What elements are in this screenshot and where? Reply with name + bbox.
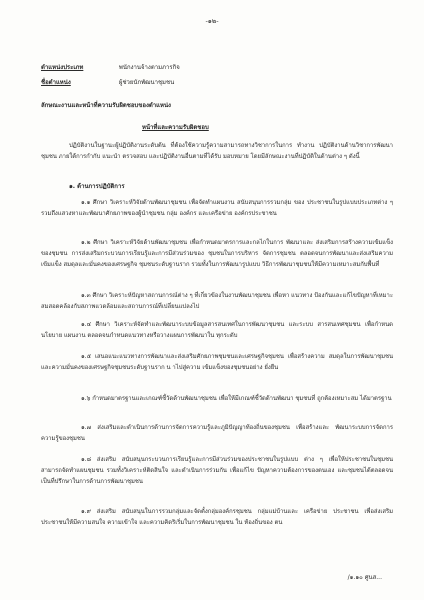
duty-item: ๑.๗ ส่งเสริมและดำเนินการด้านการจัดการความรู้และภูมิปัญญาท้องถิ่นของชุมชน เพื่อสร้างและ พัฒนาระบบการจัดการความรู้ของชุมชน bbox=[41, 425, 393, 442]
position-name-row bbox=[41, 77, 174, 87]
duty-item: ๑.๑ ศึกษา วิเคราะห์วิจัยด้านพัฒนาชุมชน เพื่อจัดทำแผนงาน สนับสนุนการรวมกลุ่ม ของ ประชาชนในรูปแบบประเภทต่าง ๆ รวมถึงแสวงหาและพัฒนาศักยภาพของผู้นำชุมชน กลุ่ม องค์กร และเครือข่าย องค์กรประชาชน bbox=[41, 200, 393, 217]
position-type-label: ตำแหน่งประเภท bbox=[41, 64, 84, 71]
duty-item: ๑.๙ ส่งเสริม สนับสนุนในการรวมกลุ่มและจัดตั้งกลุ่มองค์กรชุมชน กลุ่มแม่บ้านและ เครือข่าย ประชาชน เพื่อส่งเสริมประชาชนให้มีความสนใจ ความเข้าใจ และความคิดริเริ่มในการพัฒนาชุมชน ใน ท้องถิ่นของ ตน bbox=[41, 509, 393, 526]
position-name-label: ชื่อตำแหน่ง bbox=[41, 79, 71, 86]
duty-item: ๑.๘ ส่งเสริม สนับสนุนกระบวนการเรียนรู้และการมีส่วนร่วมของประชาชนในรูปแบบ ต่าง ๆ เพื่อให้ประชาชนในชุมชนสามารถจัดทำแผนชุมชน รวมทั้งวิเคราะห์ติดสินใจ และดำเนินการร่วมกัน เพื่อแก้ไข ปัญหาความต้องการของตนเอง และชุมชนได้ตลอดจนเป็นที่ปรึกษาในการด้านการพัฒนาชุมชน bbox=[41, 457, 393, 485]
item1-heading: ๑. ด้านการปฏิบัติการ bbox=[69, 183, 125, 190]
duty-item: ๑.๔ ศึกษา วิเคราะห์จัดทำและพัฒนาระบบข้อมูลสารสนเทศในการพัฒนาชุมชน และระบบ สารสนเทศชุมชน เพื่อกำหนดนโยบาย แผนงาน ตลอดจนกำหนดแนวทางหรือวางแผนการพัฒนาใน ทุกระดับ bbox=[41, 322, 393, 339]
position-type-row bbox=[41, 62, 180, 72]
position-name-value: ผู้ช่วยนักพัฒนาชุมชน bbox=[118, 79, 175, 86]
intro-paragraph: ปฏิบัติงานในฐานะผู้ปฏิบัติงานระดับต้น ที่ต้องใช้ความรู้ความสามารถทางวิชาการในการ ทำงาน ปฏิบัติงานด้านวิชาการพัฒนาชุมชน ภายใต้การกำกับ แนะนำ ตรวจสอบ และปฏิบัติงานอื่นตามที่ได้รับ มอบหมาย โดยมีลักษณะงานที่ปฏิบัติในด้านต่าง ๆ ดังนี้ bbox=[41, 143, 393, 160]
section-heading: ลักษณะงานและหน้าที่ความรับผิดชอบของตำแหน่ง bbox=[41, 102, 171, 109]
duty-item: ๑.๓ ศึกษา วิเคราะห์ปัญหาสถานการณ์ต่าง ๆ ที่เกี่ยวข้องในงานพัฒนาชุมชน เพื่อหา แนวทาง ป้องกันและแก้ไขปัญหาที่เหมาะสมสอดคล้องกับสภาพแวดล้อมและสถานการณ์ที่เปลี่ยนแปลงไป bbox=[41, 293, 393, 310]
duties-heading: หน้าที่และความรับผิดชอบ bbox=[142, 124, 209, 131]
duty-item: ๑.๖ กำหนดมาตรฐานและเกณฑ์ชี้วัดด้านพัฒนาชุมชน เพื่อให้มีเกณฑ์ชี้วัดด้านพัฒนา ชุมชนที่ ถูกต้องเหมาะสม ได้มาตรฐาน bbox=[81, 396, 392, 402]
page-number: -๑๒- bbox=[205, 17, 219, 25]
continuation-marker: /๑.๑๐ ศูนส... bbox=[347, 574, 382, 581]
position-type-value: พนักงานจ้างตามภารกิจ bbox=[118, 64, 180, 71]
duty-item: ๑.๕ เสนอแนะแนวทางการพัฒนาและส่งเสริมศักยภาพชุมชนและเศรษฐกิจชุมชน เพื่อสร้างความ สมดุลในการพัฒนาชุมชน และความมั่นคงของเศรษฐกิจชุมชนระดับฐานราก น าไปสู่ความ เข้มแข็งของชุมชนอย่าง ยั่งยืน bbox=[41, 354, 393, 371]
duty-item: ๑.๒ ศึกษา วิเคราะห์วิจัยด้านพัฒนาชุมชน เพื่อกำหนดมาตรการและกลไกในการ พัฒนาและ ส่งเสริมการสร้างความเข้มแข็งของชุมชน การส่งเสริมกระบวนการเรียนรู้และการมีส่วนร่วมของ ชุมชนในการบริหาร จัดการชุมชน ตลอดจนการพัฒนาและส่งเสริมความเข้มแข็ง สมดุลและมั่นคงของเศรษฐกิจ ชุมชนระดับฐานราก รวมทั้งในการพัฒนารูปแบบ วิธีการพัฒนาชุมชนให้มีความเหมาะสมกับพื้นที่ bbox=[41, 240, 393, 268]
